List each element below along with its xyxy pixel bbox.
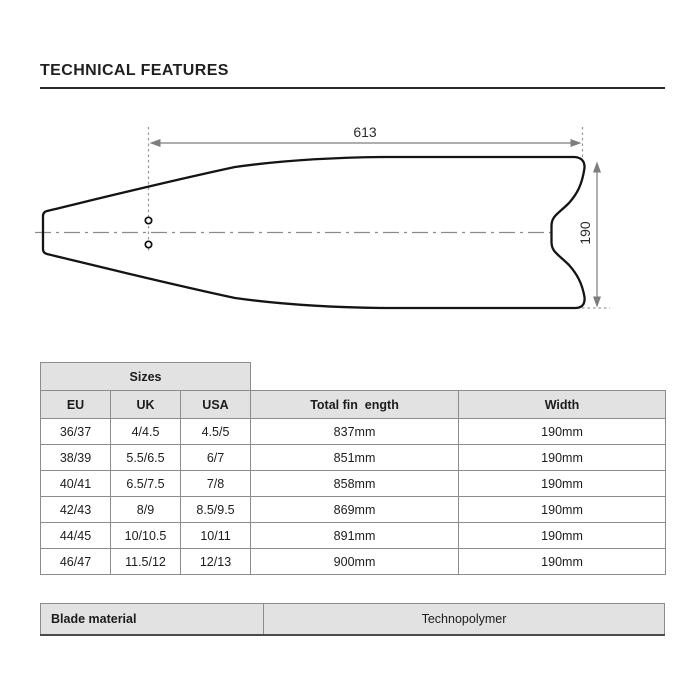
table-cell: 12/13: [181, 549, 251, 575]
table-cell: 8/9: [111, 497, 181, 523]
width-dimension-label: 190: [577, 221, 593, 245]
table-cell: 190mm: [459, 549, 666, 575]
table-cell: 46/47: [41, 549, 111, 575]
table-cell: 900mm: [251, 549, 459, 575]
screw-hole-top: [145, 217, 151, 223]
table-row: [41, 523, 666, 549]
table-row: [41, 419, 666, 445]
table-cell: 837mm: [251, 419, 459, 445]
table-cell: 38/39: [41, 445, 111, 471]
table-cell: 851mm: [251, 445, 459, 471]
column-header-total-fin-length: Total fin ength: [251, 391, 459, 419]
blank-header-cell: [251, 363, 666, 391]
sizes-group-row: [41, 363, 666, 391]
column-header-eu: EU: [41, 391, 111, 419]
table-row: [41, 471, 666, 497]
table-cell: 4/4.5: [111, 419, 181, 445]
table-cell: 11.5/12: [111, 549, 181, 575]
table-cell: 858mm: [251, 471, 459, 497]
table-cell: 891mm: [251, 523, 459, 549]
column-header-row: [41, 391, 666, 419]
material-table: [40, 603, 665, 636]
length-dimension-label: 613: [353, 124, 377, 140]
arrow-left-icon: [150, 139, 161, 147]
column-header-uk: UK: [111, 391, 181, 419]
size-table: [40, 362, 666, 575]
table-cell: 36/37: [41, 419, 111, 445]
table-cell: 40/41: [41, 471, 111, 497]
table-row: [41, 445, 666, 471]
table-cell: 7/8: [181, 471, 251, 497]
material-label: Blade material: [41, 604, 264, 636]
page-title: TECHNICAL FEATURES: [40, 62, 229, 79]
table-cell: 8.5/9.5: [181, 497, 251, 523]
sizes-group-header: Sizes: [41, 363, 251, 391]
table-cell: 10/11: [181, 523, 251, 549]
column-header-usa: USA: [181, 391, 251, 419]
table-row: [41, 497, 666, 523]
table-cell: 190mm: [459, 497, 666, 523]
table-cell: 190mm: [459, 523, 666, 549]
table-cell: 190mm: [459, 471, 666, 497]
table-cell: 6.5/7.5: [111, 471, 181, 497]
table-cell: 6/7: [181, 445, 251, 471]
arrow-down-icon: [593, 297, 601, 308]
column-header-width: Width: [459, 391, 666, 419]
table-cell: 190mm: [459, 445, 666, 471]
screw-hole-bottom: [145, 241, 151, 247]
table-row: [41, 549, 666, 575]
table-cell: 4.5/5: [181, 419, 251, 445]
arrow-right-icon: [571, 139, 582, 147]
arrow-up-icon: [593, 162, 601, 173]
table-cell: 10/10.5: [111, 523, 181, 549]
table-cell: 869mm: [251, 497, 459, 523]
material-row: [41, 604, 665, 636]
title-rule: [40, 87, 665, 89]
table-cell: 44/45: [41, 523, 111, 549]
material-value: Technopolymer: [264, 604, 665, 636]
table-cell: 5.5/6.5: [111, 445, 181, 471]
table-cell: 190mm: [459, 419, 666, 445]
table-cell: 42/43: [41, 497, 111, 523]
fin-technical-drawing: [30, 105, 680, 330]
